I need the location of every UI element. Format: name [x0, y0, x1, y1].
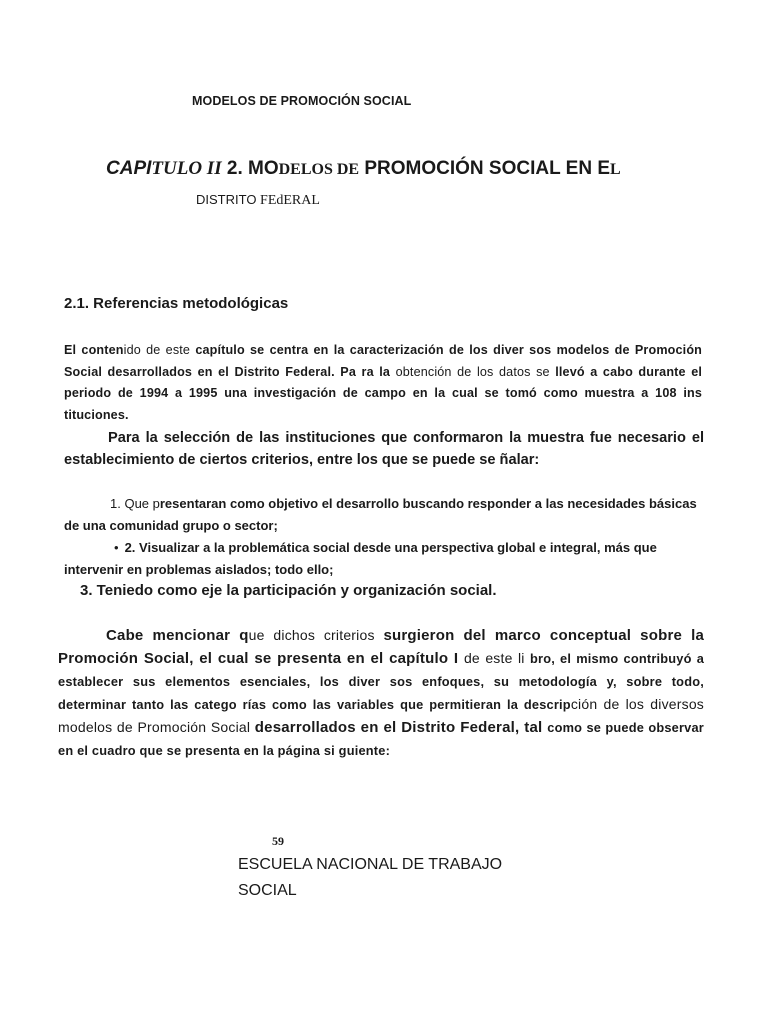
- paragraph-3-text: ción de los diversos modelos de Promoción Social: [58, 696, 705, 735]
- chapter-title-part: TULO II: [151, 158, 222, 179]
- paragraph-3-text: bro, el mismo contribuyó a establecer sus elementos esenciales, los diver sos enfoques, su metodología y, sobre todo, determinar tanto las catego rías como las variables que permitieran la descrip: [58, 651, 705, 712]
- paragraph-1-text: capítulo se centra en la caracterización de los diver sos modelos de Promoción Social desarrollados en el Distrito Federal. Pa ra la: [64, 343, 703, 379]
- paragraph-3-text: de este li: [463, 650, 531, 666]
- list-item-1-text: resentaran como objetivo el desarrollo buscando responder a las necesidades básicas de una comunidad grupo o sector;: [64, 496, 697, 533]
- chapter-subtitle-part: FEdERAL: [260, 193, 320, 208]
- footer-institution-line: SOCIAL: [238, 882, 297, 899]
- footer-institution: [238, 852, 502, 904]
- paragraph-1-text: ido de este: [123, 343, 196, 357]
- paragraph-3-text: Cabe mencionar q: [106, 627, 249, 644]
- chapter-title: [106, 158, 621, 180]
- paragraph-1-text: obtención de los datos se: [395, 364, 556, 379]
- bullet-icon: •: [114, 540, 119, 555]
- paragraph-3-text: surgieron del marco conceptual sobre la Promoción Social, el cual se presenta en el capítulo I: [58, 627, 704, 667]
- paragraph-3-text: desarrollados en el Distrito Federal, tal: [254, 719, 548, 736]
- chapter-title-part: 2. MO: [221, 158, 279, 179]
- paragraph-3-text: ue dichos criterios: [248, 627, 384, 643]
- list-item-2: [64, 537, 704, 581]
- footer-institution-line: ESCUELA NACIONAL DE TRABAJO: [238, 856, 503, 873]
- paragraph-3: [58, 624, 704, 762]
- list-item-2-text: 2. Visualizar a la problemática social desde una perspectiva global e integral, más que intervenir en problemas aislados; todo ello;: [64, 540, 657, 577]
- list-item-3: 3. Teniedo como eje la participación y organización social.: [80, 582, 497, 599]
- paragraph-3-text: como se puede observar en el cuadro que se presenta en la página si guiente:: [58, 720, 704, 758]
- page-number: 59: [272, 834, 284, 848]
- chapter-subtitle: [196, 192, 320, 209]
- chapter-title-part: CAPI: [106, 158, 152, 179]
- chapter-title-part: PROMOCIÓN SOCIAL EN E: [359, 158, 610, 179]
- chapter-title-part: DELOS DE: [278, 161, 360, 178]
- chapter-subtitle-part: DISTRITO: [196, 192, 261, 207]
- section-heading: 2.1. Referencias metodológicas: [64, 295, 289, 312]
- chapter-title-part: L: [610, 161, 621, 178]
- paragraph-1: [64, 340, 702, 426]
- list-item-1-number: 1. Que p: [110, 496, 160, 511]
- paragraph-1-text: El conten: [64, 343, 124, 357]
- running-header: MODELOS DE PROMOCIÓN SOCIAL: [192, 94, 412, 108]
- list-item-1: [64, 493, 704, 537]
- paragraph-2: Para la selección de las instituciones que conformaron la muestra fue necesario el establecimiento de ciertos criterios, entre los que se puede se ñalar:: [64, 430, 704, 468]
- paragraph-1-text: llevó a cabo durante el periodo de 1994 a 1995 una investigación de campo en la cual se tomó como muestra a 108 ins tituciones.: [64, 364, 703, 422]
